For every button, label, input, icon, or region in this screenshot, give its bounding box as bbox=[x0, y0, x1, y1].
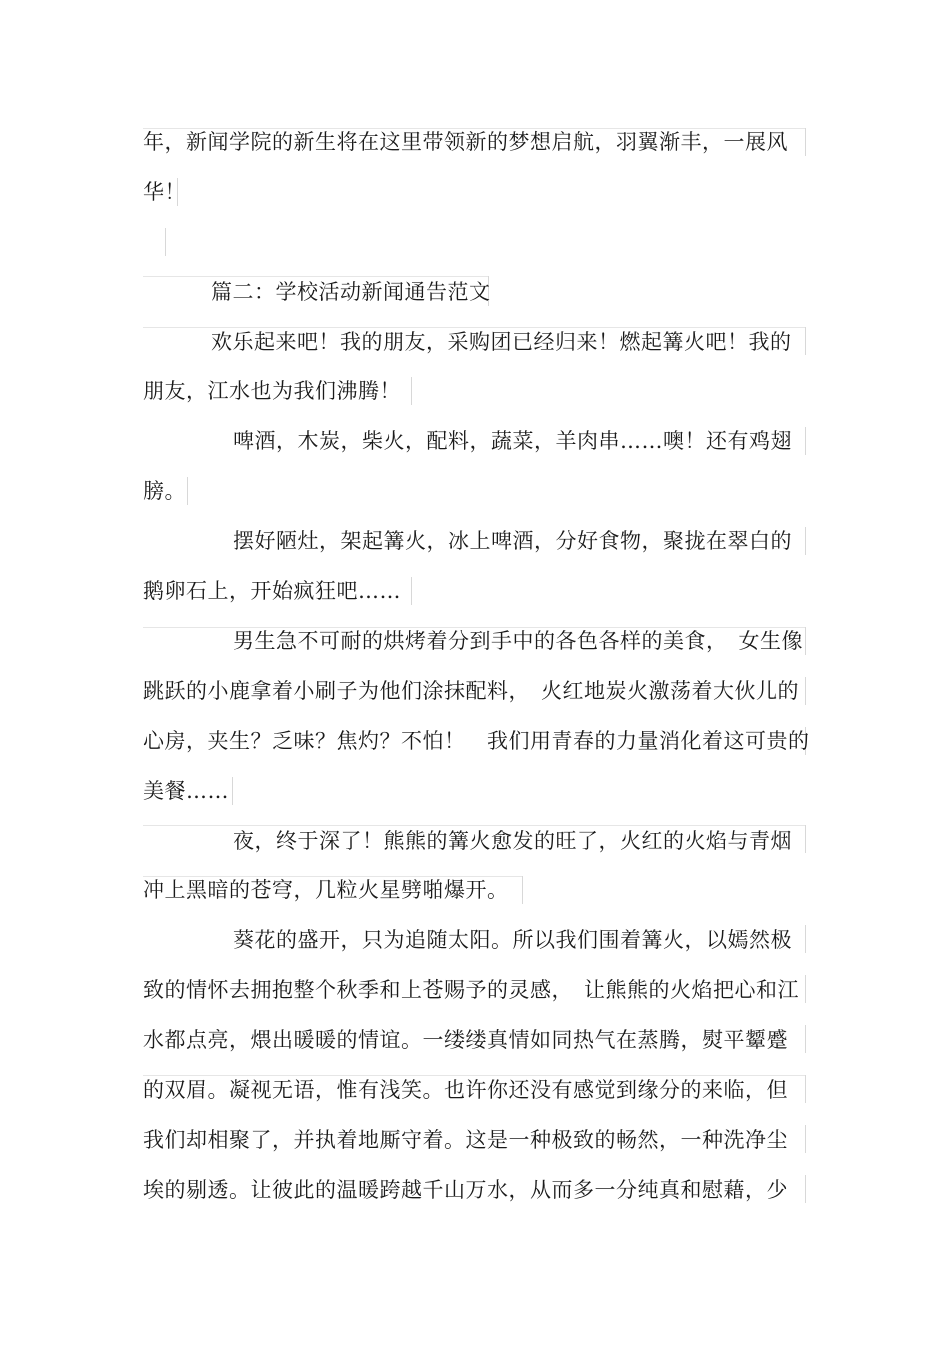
paragraph-line: 夜，终于深了！熊熊的篝火愈发的旺了，火红的火焰与青烟 bbox=[233, 829, 792, 853]
rule-bar bbox=[411, 577, 412, 605]
rule-bar bbox=[805, 1175, 806, 1203]
paragraph-line: 鹅卵石上，开始疯狂吧…… bbox=[143, 579, 401, 603]
rule-bar bbox=[805, 1125, 806, 1153]
paragraph-line: 心房，夹生？乏味？焦灼？不怕！ 我们用青春的力量消化着这可贵的 bbox=[143, 729, 810, 753]
paragraph-line: 年，新闻学院的新生将在这里带领新的梦想启航，羽翼渐丰，一展风 bbox=[143, 130, 788, 154]
rule-bar bbox=[805, 1025, 806, 1053]
paragraph-line: 致的情怀去拥抱整个秋季和上苍赐予的灵感， 让熊熊的火焰把心和江 bbox=[143, 978, 799, 1002]
paragraph-line: 的双眉。凝视无语，惟有浅笑。也许你还没有感觉到缘分的来临，但 bbox=[143, 1078, 788, 1102]
paragraph-line: 美餐…… bbox=[143, 779, 229, 803]
paragraph-line: 水都点亮，煨出暖暖的情谊。一缕缕真情如同热气在蒸腾，熨平颦蹙 bbox=[143, 1028, 788, 1052]
rule-bar bbox=[805, 327, 806, 355]
paragraph-line: 华！ bbox=[143, 180, 186, 204]
rule-bar bbox=[805, 627, 806, 655]
paragraph-line: 欢乐起来吧！我的朋友，采购团已经归来！燃起篝火吧！我的 bbox=[211, 330, 792, 354]
rule-bar bbox=[187, 477, 188, 505]
paragraph-line: 跳跃的小鹿拿着小刷子为他们涂抹配料， 火红地炭火激荡着大伙儿的 bbox=[143, 679, 799, 703]
paragraph-line: 埃的剔透。让彼此的温暖跨越千山万水，从而多一分纯真和慰藉，少 bbox=[143, 1178, 788, 1202]
paragraph-line: 男生急不可耐的烘烤着分到手中的各色各样的美食， 女生像 bbox=[233, 629, 803, 653]
rule-bar bbox=[805, 527, 806, 555]
rule-bar bbox=[165, 228, 166, 256]
rule-bar bbox=[805, 427, 806, 455]
paragraph-line: 葵花的盛开，只为追随太阳。所以我们围着篝火，以嫣然极 bbox=[233, 928, 792, 952]
rule-bar bbox=[805, 825, 806, 853]
paragraph-line: 膀。 bbox=[143, 479, 186, 503]
section-heading: 篇二：学校活动新闻通告范文 bbox=[211, 280, 491, 304]
rule-bar bbox=[805, 975, 806, 1003]
rule-line bbox=[143, 825, 805, 826]
rule-bar bbox=[805, 128, 806, 156]
rule-bar bbox=[411, 377, 412, 405]
paragraph-line: 啤酒，木炭，柴火，配料，蔬菜，羊肉串……噢！还有鸡翅 bbox=[233, 429, 792, 453]
rule-bar bbox=[805, 1075, 806, 1103]
rule-bar bbox=[805, 677, 806, 705]
paragraph-line: 冲上黑暗的苍穹，几粒火星劈啪爆开。 bbox=[143, 878, 509, 902]
rule-line bbox=[143, 276, 488, 277]
rule-bar bbox=[522, 876, 523, 904]
paragraph-line: 摆好陋灶，架起篝火，冰上啤酒，分好食物，聚拢在翠白的 bbox=[233, 529, 792, 553]
paragraph-line: 朋友，江水也为我们沸腾！ bbox=[143, 379, 401, 403]
paragraph-line: 我们却相聚了，并执着地厮守着。这是一种极致的畅然，一种洗净尘 bbox=[143, 1128, 788, 1152]
rule-bar bbox=[805, 925, 806, 953]
rule-bar bbox=[232, 777, 233, 805]
